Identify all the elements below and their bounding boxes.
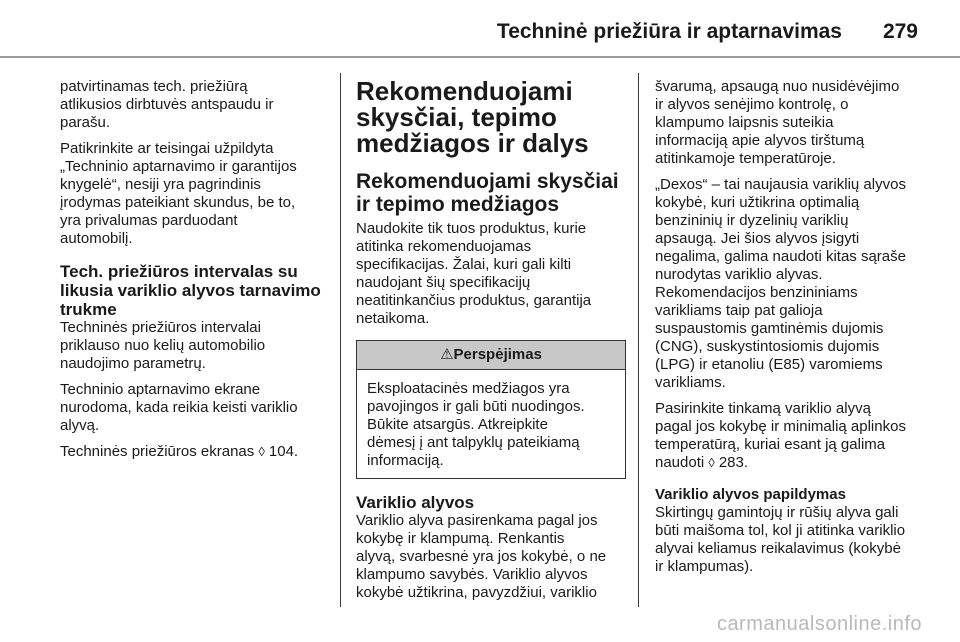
column-divider-2 (638, 73, 639, 607)
paragraph: „Dexos“ – tai naujausia variklių alyvos kokybė, kuri užtikrina optimalią benzininių ir dyzelinių variklių apsaugą. Jei šios alyvos įsigyti negalima, galima naudoti kitas sąraše nurodytas variklio alyvas. Rekomendacijos benzininiams varikliams taip pat galioja suspaustomis gamtinėmis dujomis (CNG), suskystintosiomis dujomis (LPG) ir etanoliu (E85) varomiems varikliams. (655, 176, 906, 391)
warning-header (357, 341, 625, 370)
paragraph-text: Techninės priežiūros ekranas (60, 443, 255, 460)
paragraph: švarumą, apsaugą nuo nusidėvėjimo ir alyvos senėjimo kontrolę, o klampumo laipsnis suteikia informaciją apie alyvos tirštumą atitinkamoje temperatūroje. (655, 78, 900, 167)
column-2 (356, 78, 626, 610)
paragraph: Patikrinkite ar teisingai užpildyta „Techninio aptarnavimo ir garantijos knygelė“, nesiji yra pagrindinis įrodymas pateikiant skundus, be to, yra privalumas parduodant automobilį. (60, 140, 297, 247)
section-title: Rekomenduojami skysčiai ir tepimo medžiagos (356, 170, 619, 216)
page-reference-icon: ◊ (708, 455, 715, 470)
warning-icon: ⚠ (440, 346, 454, 363)
paragraph: Techninės priežiūros intervalai priklauso nuo kelių automobilio naudojimo parametrų. (60, 319, 266, 372)
section-heading-engine-oil: Variklio alyvos (356, 493, 475, 512)
paragraph: Variklio alyva pasirenkama pagal jos kokybę ir klampumą. Renkantis alyvą, svarbesnė yra jos kokybė, o ne klampumo savybės. Variklio alyvos kokybė užtikrina, pavyzdžiui, variklio (356, 512, 607, 601)
page-reference-link[interactable]: 104. (268, 443, 299, 460)
watermark: carmanualsonline.info (716, 613, 922, 635)
paragraph-text: Pasirinkite tinkamą variklio alyvą pagal jos kokybę ir minimalią aplinkos temperatūrą, kuriai esant ją galima naudoti (655, 400, 906, 471)
paragraph: Naudokite tik tuos produktus, kurie atitinka rekomenduojamas specifikacijas. Žalai, kuri gali kilti naudojant šių specifikacijų neatitinkančius produktus, garantija netaikoma. (356, 220, 592, 327)
page-reference-icon: ◊ (258, 444, 265, 459)
warning-body (357, 370, 625, 478)
chapter-title: Rekomenduojami skysčiai, tepimo medžiagos ir dalys (356, 76, 589, 158)
paragraph: Techninio aptarnavimo ekrane nurodoma, kada reikia keisti variklio alyvą. (60, 381, 298, 434)
page-number: 279 (882, 20, 918, 43)
paragraph: patvirtinamas tech. priežiūrą atlikusios dirbtuvės antspaudu ir parašu. (60, 78, 274, 131)
paragraph: Skirtingų gamintojų ir rūšių alyva gali būti maišoma tol, kol ji atitinka variklio alyvai keliamus reikalavimus (kokybė ir klampumas). (655, 504, 906, 575)
warning-title: Perspėjimas (453, 346, 542, 363)
subheading-oil-topping-up: Variklio alyvos papildymas (655, 486, 846, 503)
column-divider-1 (340, 73, 341, 607)
paragraph-with-ref (655, 400, 927, 472)
header-divider (0, 56, 960, 58)
warning-box (356, 340, 626, 479)
page-header (0, 0, 960, 58)
section-heading-service-interval: Tech. priežiūros intervalas su likusia variklio alyvos tarnavimo trukme (60, 262, 321, 319)
column-3 (655, 78, 927, 584)
warning-text: Eksploatacinės medžiagos yra pavojingos ir gali būti nuodingos. Būkite atsargūs. Atkreipkite dėmesį į ant talpyklų pateikiamą informaciją. (367, 380, 585, 469)
page-reference-link[interactable]: 283. (718, 454, 749, 471)
header-title: Techninė priežiūra ir aptarnavimas (496, 20, 842, 43)
column-1 (60, 78, 332, 469)
paragraph-with-ref (60, 443, 332, 461)
